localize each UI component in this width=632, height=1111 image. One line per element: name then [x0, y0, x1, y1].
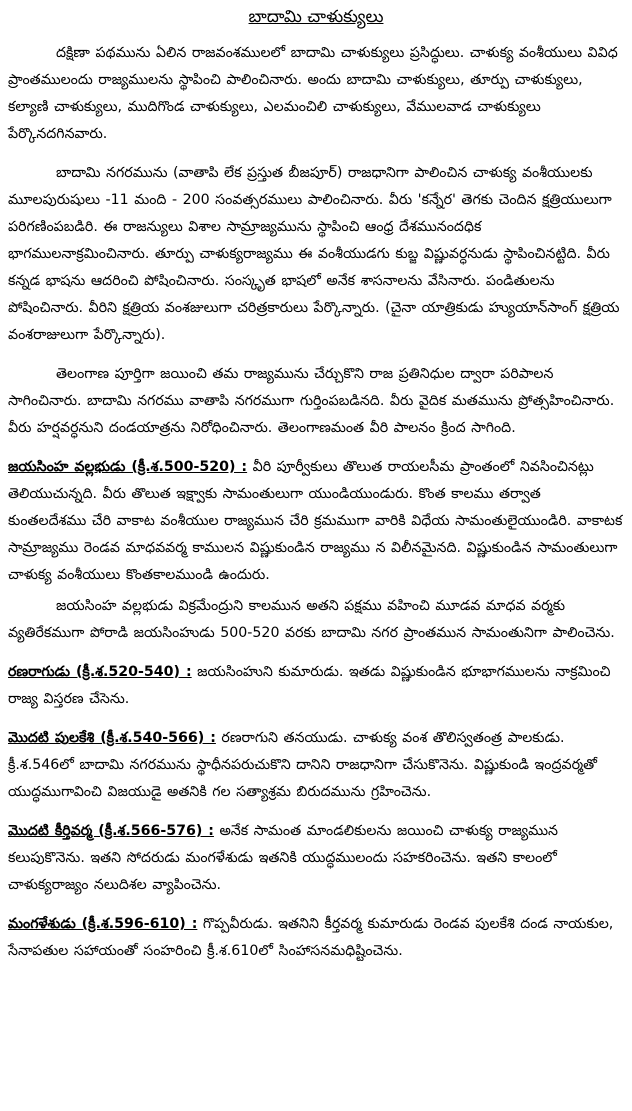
paragraph-text: బాదామి నగరమును (వాతాపి లేక ప్రస్తుత బీజపూర్) రాజధానిగా పాలించిన చాళుక్య వంశీయులకు మూలపురుషులు -11 మంది - 200 సంవత్సరములు పాలించినారు. వీరు 'కన్నేర' తెగకు చెందిన క్షత్రియులుగా పరిగణింపబడిరి. ఈ రాజన్యులు విశాల సామ్రాజ్యమును స్థాపించి ఆంధ్ర దేశమునందధిక భాగములనాక్రమించినారు. తూర్పు చాళుక్యరాజ్యము ఈ వంశీయుడగు కుబ్జ విష్ణువర్ధనుడు స్థాపించినట్టిది. వీరు కన్నడ భాషను ఆదరించి పోషించినారు. సంస్కృత భాషలో అనేక శాసనాలను వేసినారు. పండితులను పోషించినారు. వీరిని క్షత్రియ వంశజులుగా చరిత్రకారులు పేర్కొన్నారు. (చైనా యాత్రికుడు హ్యుయాన్‌సాంగ్ క్షత్రియ వంశరాజులుగా పేర్కొన్నారు). [8, 165, 620, 343]
paragraph-pulakeshi-1 [8, 725, 624, 806]
paragraph-text: జయసింహుని కుమారుడు. ఇతడు విష్ణుకుండిన భూభాగములను నాక్రమించి రాజ్య విస్తరణ చేసెను. [8, 664, 611, 707]
paragraph-text: దక్షిణా పథమును ఏలిన రాజవంశములలో బాదామి చాళుక్యులు ప్రసిద్ధులు. చాళుక్య వంశీయులు వివిధ ప్రాంతములందు రాజ్యములను స్థాపించి పాలించినారు. అందు బాదామి చాళుక్యులు, తూర్పు చాళుక్యులు, కల్యాణి చాళుక్యులు, ముదిగొండ చాళుక్యులు, ఎలమంచిలి చాళుక్యులు, వేములవాడ చాళుక్యులు పేర్కొనదగినవారు. [8, 45, 618, 142]
section-heading-ranaraga: రణరాగుడు (క్రీ.శ.520-540) : [8, 664, 192, 680]
paragraph-ranaraga [8, 659, 624, 713]
paragraph-kirtivarma-1 [8, 818, 624, 899]
paragraph-mangalesha [8, 911, 624, 965]
paragraph-text: రణరాగుని తనయుడు. చాళుక్య వంశ తొలిస్వతంత్ర పాలకుడు. క్రీ.శ.546లో బాదామి నగరమును స్థాధీనపరుచుకొని దానిని రాజధానిగా చేసుకొనెను. విష్ణుకుండి ఇంద్రవర్మతో యుద్ధముగావించి విజయుడై అతనికి గల సత్యాశ్రమ బిరుదమును గ్రహించెను. [8, 730, 597, 800]
paragraph-jayasimha-cont [8, 593, 624, 647]
paragraph-intro [8, 40, 624, 148]
section-heading-jayasimha: జయసింహ వల్లభుడు (క్రీ.శ.500-520) : [8, 459, 248, 475]
section-heading-pulakeshi-1: మొదటి పులకేశి (క్రీ.శ.540-566) : [8, 730, 216, 746]
paragraph-text: అనేక సామంత మాండలికులను జయించి చాళుక్య రాజ్యమున కలుపుకొనెను. ఇతని సోదరుడు మంగళేశుడు ఇతనికి యుద్ధములందు సహకరించెను. ఇతని కాలంలో చాళుక్యరాజ్యం నలుదిశల వ్యాపించెను. [8, 823, 558, 893]
paragraph-text: గొప్పవీరుడు. ఇతనిని కీర్తవర్మ కుమారుడు రెండవ పులకేశి దండ నాయకుల, సేనాపతుల సహాయంతో సంహరించి క్రీ.శ.610లో సింహాసనమధిష్టించెను. [8, 916, 614, 959]
section-heading-kirtivarma-1: మొదటి కీర్తివర్మ (క్రీ.శ.566-576) : [8, 823, 214, 839]
paragraph-text: వీరి పూర్వీకులు తొలుత రాయలసీమ ప్రాంతంలో నివసించినట్లు తెలియుచున్నది. వీరు తొలుత ఇక్ష్వాకు సామంతులుగా యుండియుండురు. కొంత కాలము తర్వాత కుంతలదేశము చేరి వాకాట వంశీయుల రాజ్యమున చేరి క్రమముగా వారికి విధేయ సామంతులైయుండిరి. వాకాటక సామ్రాజ్యము రెండవ మాధవవర్మ కాములన విష్ణుకుండిన రాజ్యము న విలీనమైనది. విష్ణుకుండిన సామంతులుగా చాళుక్య వంశీయులు కొంతకాలముండి ఉందురు. [8, 459, 623, 583]
document-title: బాదామి చాళుక్యులు [248, 7, 384, 27]
paragraph-badami-origin [8, 160, 624, 349]
paragraph-text: తెలంగాణ పూర్తిగా జయించి తమ రాజ్యమును చేర్చుకొని రాజ ప్రతినిధుల ద్వారా పరిపాలన సాగించినారు. బాదామి నగరము వాతాపి నగరముగా గుర్తింపబడినది. వీరు వైదిక మతమును ప్రోత్సహించినారు. వీరు హర్షవర్ధనుని దండయాత్రను నిరోధించినారు. తెలంగాణమంత వీరి పాలనం క్రింద సాగింది. [8, 366, 615, 436]
paragraph-telangana-rule [8, 361, 624, 442]
section-heading-mangalesha: మంగళేశుడు (క్రీ.శ.596-610) : [8, 916, 198, 932]
paragraph-text: జయసింహ వల్లభుడు విక్రమేంద్రుని కాలమున అతని పక్షము వహించి మూడవ మాధవ వర్మకు వ్యతిరేకముగా పోరాడి జయసింహుడు 500-520 వరకు బాదామి నగర ప్రాంతమున సామంతునిగా పాలించెను. [8, 598, 615, 641]
paragraph-jayasimha [8, 454, 624, 589]
